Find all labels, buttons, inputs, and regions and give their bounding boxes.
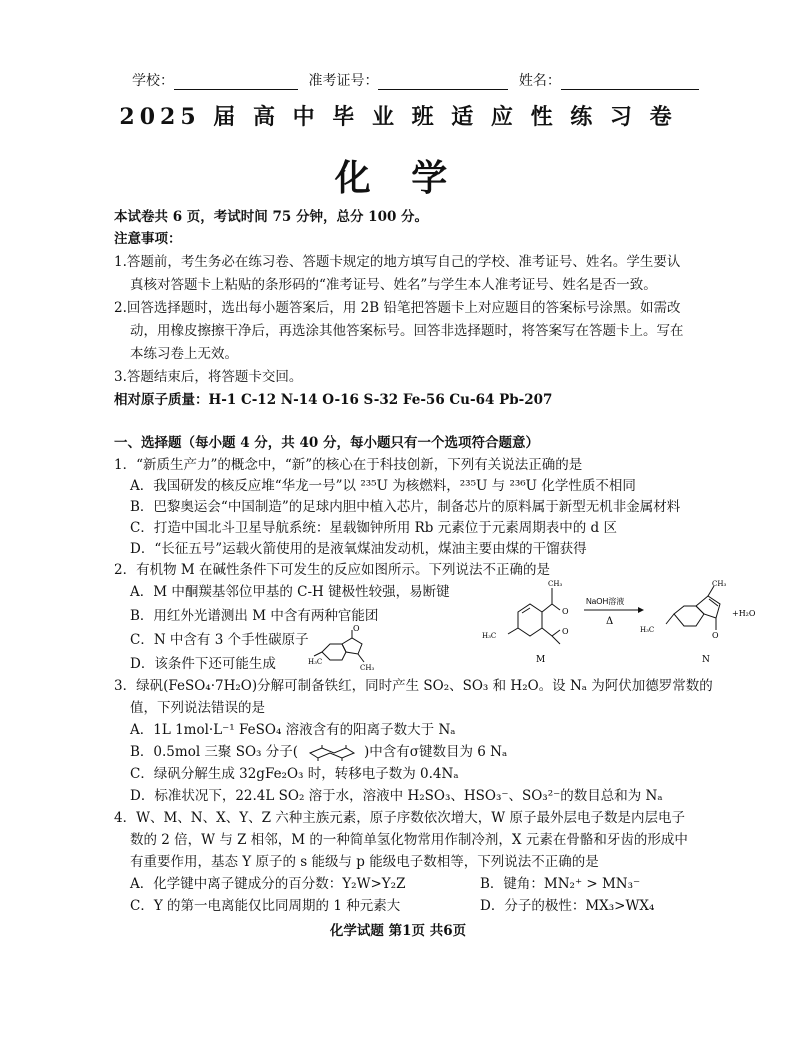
q1-option-b: B．巴黎奥运会“中国制造”的足球内胆中植入芯片，制备芯片的原料属于新型无机非金属材料: [130, 499, 681, 515]
n-ch3: CH₃: [712, 580, 727, 588]
label-m: M: [536, 655, 546, 665]
condition-label: Δ: [606, 616, 614, 627]
q4-option-d: D．分子的极性：MX₃>WX₄: [480, 898, 655, 914]
q2-reaction-scheme: [478, 574, 778, 666]
reagent-label: NaOH溶液: [586, 597, 625, 606]
q3-stem-2: 值，下列说法错误的是: [130, 700, 265, 716]
school-label: 学校：: [132, 73, 174, 89]
water-label: +H₂O: [732, 609, 756, 618]
m-h3c: H₃C: [482, 632, 497, 640]
note-line: 动，用橡皮擦擦干净后，再选涂其他答案标号。回答非选择题时，将答案写在答题卡上。写在: [130, 323, 684, 339]
q2d-ch3-label: CH₃: [360, 664, 375, 672]
note-line: 1.答题前，考生务必在练习卷、答题卡规定的地方填写自己的学校、准考证号、姓名。学生要认: [114, 254, 681, 270]
n-o: O: [712, 631, 719, 640]
exam-no-blank[interactable]: [378, 75, 508, 90]
exam-no-label: 准考证号：: [308, 73, 379, 89]
q1-option-c: C．打造中国北斗卫星导航系统：星载铷钟所用 Rb 元素位于元素周期表中的 d 区: [130, 520, 617, 536]
q3-option-d: D．标准状况下，22.4L SO₂ 溶于水，溶液中 H₂SO₃、HSO₃⁻、SO₃²⁻的数目总和为 Nₐ: [130, 788, 663, 804]
header-fields: [132, 70, 705, 90]
label-n: N: [702, 655, 710, 665]
q1-stem: 1．“新质生产力”的概念中，“新”的核心在于科技创新，下列有关说法正确的是: [114, 457, 583, 473]
q2d-h3c-label: H₃C: [308, 658, 323, 666]
note-line: 2.回答选择题时，选出每小题答案后，用 2B 铅笔把答题卡上对应题目的答案标号涂黑。如需改: [114, 300, 681, 316]
exam-title: 2025 届 高 中 毕 业 班 适 应 性 练 习 卷: [119, 104, 677, 130]
q4-option-c: C．Y 的第一电离能仅比同周期的 1 种元素大: [130, 898, 401, 914]
q2-stem: 2．有机物 M 在碱性条件下可发生的反应如图所示。下列说法不正确的是: [114, 562, 550, 578]
so3-trimer-structure: [298, 745, 364, 761]
q4-stem-2: 数的 2 倍，W 与 Z 相邻，M 的一种简单氢化物常用作制冷剂，X 元素在骨骼和牙齿的形成中: [130, 832, 688, 848]
subject-title: 化 学: [334, 157, 462, 199]
m-o-bottom: O: [562, 627, 569, 636]
q4-option-a: A．化学键中离子键成分的百分数：Y₂W>Y₂Z: [130, 876, 406, 892]
q2-option-d: D．该条件下还可能生成: [130, 656, 276, 672]
q3-option-b-pre: B．0.5mol 三聚 SO₃ 分子(: [130, 744, 299, 760]
q2d-o-label: O: [353, 624, 360, 633]
school-blank[interactable]: [174, 75, 298, 90]
q1-option-d: D．“长征五号”运载火箭使用的是液氧煤油发动机，煤油主要由煤的干馏获得: [130, 541, 587, 557]
q4-stem-1: 4．W、M、N、X、Y、Z 六种主族元素，原子序数依次增大，W 原子最外层电子数是内层电子: [114, 810, 685, 826]
q4-option-b: B．键角：MN₂⁺ > MN₃⁻: [480, 876, 641, 892]
name-blank[interactable]: [561, 75, 699, 90]
section1-title: 一、选择题（每小题 4 分，共 40 分，每小题只有一个选项符合题意）: [114, 435, 539, 451]
exam-info: 本试卷共 6 页，考试时间 75 分钟，总分 100 分。: [114, 209, 429, 225]
q2-option-c: C．N 中含有 3 个手性碳原子: [130, 632, 309, 648]
q3-option-c: C．绿矾分解生成 32gFe₂O₃ 时，转移电子数为 0.4Nₐ: [130, 766, 459, 782]
n-h3c: H₃C: [640, 626, 655, 634]
m-ch3-top: CH₃: [548, 580, 563, 588]
q3-stem-1: 3．绿矾(FeSO₄·7H₂O)分解可制备铁红，同时产生 SO₂、SO₃ 和 H₂O。设 Nₐ 为阿伏加德罗常数的: [114, 678, 713, 694]
q3-option-b: [130, 742, 507, 763]
q2-option-a: A．M 中酮羰基邻位甲基的 C-H 键极性较强，易断键: [130, 584, 450, 600]
atomic-mass: 相对原子质量：H-1 C-12 N-14 O-16 S-32 Fe-56 Cu-64 Pb-207: [114, 392, 553, 408]
note-line: 3.答题结束后，将答题卡交回。: [114, 369, 303, 385]
q4-stem-3: 有重要作用，基态 Y 原子的 s 能级与 p 能级电子数相等，下列说法不正确的是: [130, 854, 599, 870]
q3-option-a: A．1L 1mol·L⁻¹ FeSO₄ 溶液含有的阳离子数大于 Nₐ: [130, 722, 456, 738]
m-o-top: O: [562, 607, 569, 616]
q2-option-d-structure: [308, 622, 388, 672]
note-line: 真核对答题卡上粘贴的条形码的“准考证号、姓名”与学生本人准考证号、姓名是否一致。: [130, 277, 657, 293]
page-footer: 化学试题 第1页 共6页: [329, 923, 467, 939]
q2-option-b: B．用红外光谱测出 M 中含有两种官能团: [130, 608, 379, 624]
q3-option-b-post: )中含有σ键数目为 6 Nₐ: [364, 744, 508, 760]
note-line: 本练习卷上无效。: [130, 346, 238, 362]
notes-title: 注意事项：: [114, 231, 182, 247]
q1-option-a: A．我国研发的核反应堆“华龙一号”以 ²³⁵U 为核燃料，²³⁵U 与 ²³⁶U 化学性质不相同: [130, 478, 636, 494]
name-label: 姓名：: [518, 73, 561, 89]
